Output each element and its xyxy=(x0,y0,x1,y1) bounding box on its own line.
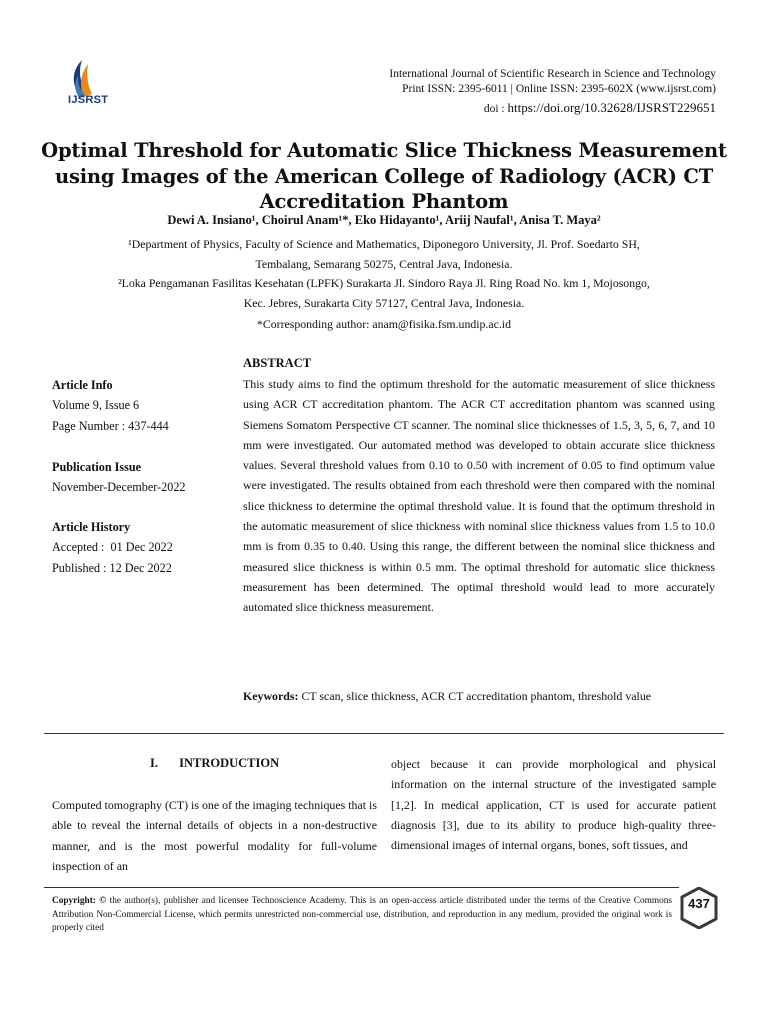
author-list: Dewi A. Insiano¹, Choirul Anam¹*, Eko Hidayanto¹, Ariij Naufal¹, Anisa T. Maya² xyxy=(167,213,601,227)
affiliation-1-line-1: ¹Department of Physics, Faculty of Science and Mathematics, Diponegoro University, Jl. Prof. Soedarto SH, xyxy=(128,237,640,251)
journal-logo-text: IJSRST xyxy=(68,94,109,106)
section-number: I. xyxy=(150,756,158,770)
copyright-notice xyxy=(52,895,672,936)
affiliation-2-line-2: Kec. Jebres, Surakarta City 57127, Central Java, Indonesia. xyxy=(243,296,525,310)
journal-name: International Journal of Scientific Research in Science and Technology xyxy=(389,68,716,80)
paper-title: Optimal Threshold for Automatic Slice Thickness Measurement using Images of the American College of Radiology (ACR) CT Accreditation Phantom xyxy=(41,139,727,213)
section-title: INTRODUCTION xyxy=(179,756,280,770)
copyright-label: Copyright: © xyxy=(52,896,107,906)
section-divider xyxy=(44,733,724,734)
copyright-text: the author(s), publisher and licensee Technoscience Academy. This is an open-access article distributed under the terms of the Creative Commons Attribution Non-Commercial License, which permits unrestricted non-commercial use, distribution, and reproduction in any medium, provided the original work is properly cited xyxy=(52,896,672,933)
corresponding-author: *Corresponding author: anam@fisika.fsm.undip.ac.id xyxy=(257,317,511,331)
volume-issue: Volume 9, Issue 6 xyxy=(52,398,140,413)
keywords-label: Keywords: xyxy=(243,689,299,703)
page-number-badge: 437 xyxy=(688,896,710,911)
keywords xyxy=(243,686,715,706)
page-number: Page Number : 437-444 xyxy=(52,418,169,433)
affiliation-1-line-2: Tembalang, Semarang 50275, Central Java, Indonesia. xyxy=(255,257,513,271)
publication-issue-block xyxy=(52,457,186,498)
accepted-date: Accepted : 01 Dec 2022 xyxy=(52,540,173,555)
affiliation-2 xyxy=(40,273,728,313)
intro-column-right: object because it can provide morphological and physical information on the internal structure of the investigated sample [1,2]. In medical application, CT is used for accurate patient diagnosis [3], due to its ability to produce high-quality three-dimensional images of internal organs, bones, soft tissues, and xyxy=(391,757,716,853)
affiliation-2-line-1: ²Loka Pengamanan Fasilitas Kesehatan (LPFK) Surakarta Jl. Sindoro Raya Jl. Ring Road No. km 1, Mojosongo, xyxy=(118,276,650,290)
publication-issue-heading: Publication Issue xyxy=(52,460,142,474)
published-date: Published : 12 Dec 2022 xyxy=(52,560,172,575)
publication-issue-value: November-December-2022 xyxy=(52,480,186,495)
journal-doi xyxy=(484,100,716,116)
article-info-heading: Article Info xyxy=(52,378,113,392)
abstract-heading: ABSTRACT xyxy=(243,356,312,370)
affiliation-1 xyxy=(40,234,728,274)
article-history-heading: Article History xyxy=(52,520,131,534)
abstract-body: This study aims to find the optimum threshold for the automatic measurement of slice thickness using ACR CT accreditation phantom. The ACR CT accreditation phantom was scanned using Siemens Somatom Perspective CT scanner. The nominal slice thicknesses of 1.5, 3, 5, 6, 7, and 10 mm were investigated. Our automated method was developed to obtain accurate slice thickness values. Several threshold values from 0.10 to 0.50 with increment of 0.05 to find optimum value were investigated. The results obtained from each threshold were then compared with the nominal slice thickness to determine the optimal threshold value. It is found that the optimum threshold in the automatic measurement of slice thickness with nominal slice thickness values from 1.5 to 10.0 mm is from 0.35 to 0.40. Using this range, the different between the nominal slice thickness and measured slice thickness is within 0.5 mm. The optimal threshold for automatic slice thickness measurement has been determined. The optimal threshold would lead to more accurately automated slice thickness measurement. xyxy=(243,377,715,615)
keywords-text: CT scan, slice thickness, ACR CT accreditation phantom, threshold value xyxy=(301,689,652,703)
footer-divider xyxy=(44,887,679,888)
doi-label: doi : xyxy=(483,103,505,115)
intro-column-left: Computed tomography (CT) is one of the imaging techniques that is able to reveal the internal details of objects in a non-destructive manner, and is the most powerful modality for full-volume inspection of an xyxy=(52,798,377,873)
doi-link[interactable]: https://doi.org/10.32628/IJSRST229651 xyxy=(507,100,716,115)
journal-issn: Print ISSN: 2395-6011 | Online ISSN: 2395-602X (www.ijsrst.com) xyxy=(402,83,716,95)
article-history-block xyxy=(52,517,173,578)
introduction-heading xyxy=(150,756,279,771)
article-info-block xyxy=(52,375,169,436)
